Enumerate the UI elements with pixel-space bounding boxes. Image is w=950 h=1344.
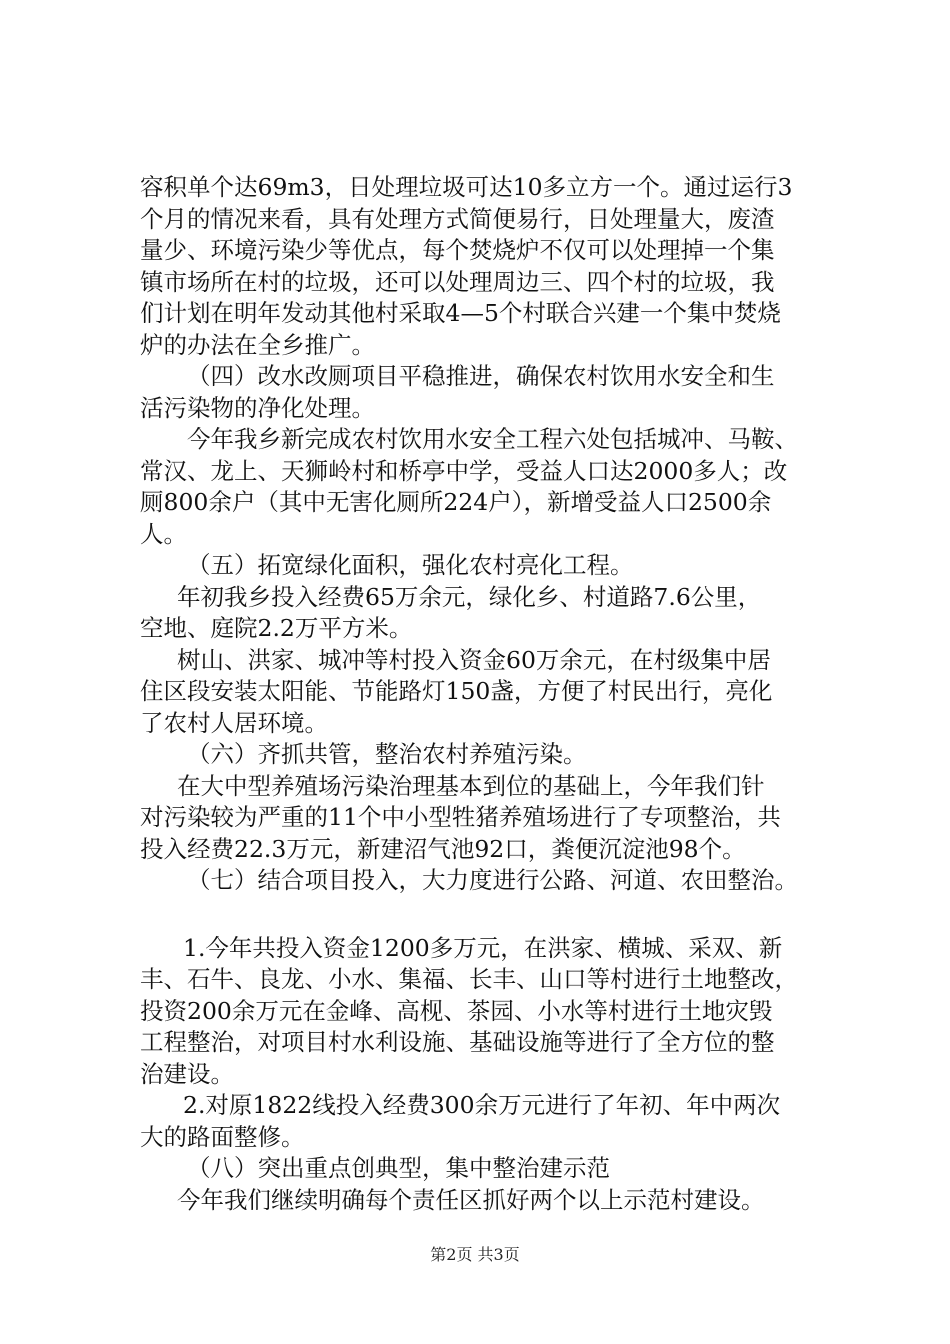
text-line: 工程整治，对项目村水利设施、基础设施等进行了全方位的整 xyxy=(140,1028,775,1056)
text-line: 容积单个达69m3，日处理垃圾可达10多立方一个。通过运行3 xyxy=(140,173,793,201)
text-line: 厕800余户（其中无害化厕所224户），新增受益人口2500余 xyxy=(140,488,772,516)
section-heading-8: （八）突出重点创典型，集中整治建示范 xyxy=(187,1154,610,1182)
text-line: 投入经费22.3万元，新建沼气池92口，粪便沉淀池98个。 xyxy=(140,834,746,863)
paragraph-start: 今年我们继续明确每个责任区抓好两个以上示范村建设。 xyxy=(177,1185,765,1214)
text-line: 了农村人居环境。 xyxy=(140,708,328,737)
section-heading-4: （四）改水改厕项目平稳推进，确保农村饮用水安全和生 xyxy=(187,362,775,390)
section-heading-6: （六）齐抓共管，整治农村养殖污染。 xyxy=(187,740,587,768)
text-line: 们计划在明年发动其他村采取4—5个村联合兴建一个集中焚烧 xyxy=(140,299,781,327)
text-line: 丰、石牛、良龙、小水、集福、长丰、山口等村进行土地整改， xyxy=(140,965,798,993)
text-line: 人。 xyxy=(140,519,187,548)
list-item-1: 1.今年共投入资金1200多万元，在洪家、横城、采双、新 xyxy=(183,933,783,962)
text-line: 活污染物的净化处理。 xyxy=(140,393,375,422)
text-line: 量少、环境污染少等优点，每个焚烧炉不仅可以处理掉一个集 xyxy=(140,236,775,264)
text-line: 炉的办法在全乡推广。 xyxy=(140,330,375,359)
text-line: 治建设。 xyxy=(140,1059,234,1088)
text-line: 镇市场所在村的垃圾，还可以处理周边三、四个村的垃圾，我 xyxy=(140,267,775,296)
text-line: 对污染较为严重的11个中小型牲猪养殖场进行了专项整治，共 xyxy=(140,803,781,831)
text-line: 个月的情况来看，具有处理方式简便易行，日处理量大，废渣 xyxy=(140,204,775,233)
paragraph-start: 今年我乡新完成农村饮用水安全工程六处包括城冲、马鞍、 xyxy=(187,425,798,453)
paragraph-start: 在大中型养殖场污染治理基本到位的基础上，今年我们针 xyxy=(177,771,765,800)
list-item-2: 2.对原1822线投入经费300余万元进行了年初、年中两次 xyxy=(183,1091,781,1119)
paragraph-start: 年初我乡投入经费65万余元，绿化乡、村道路7.6公里， xyxy=(177,582,762,611)
text-line: 空地、庭院2.2万平方米。 xyxy=(140,614,413,642)
paragraph-start: 树山、洪家、城冲等村投入资金60万余元，在村级集中居 xyxy=(177,645,771,674)
text-line: 住区段安装太阳能、节能路灯150盏，方便了村民出行，亮化 xyxy=(140,677,773,705)
text-line: 大的路面整修。 xyxy=(140,1122,305,1151)
section-heading-5: （五）拓宽绿化面积，强化农村亮化工程。 xyxy=(187,551,634,579)
page-footer: 第2页 共3页 xyxy=(430,1245,520,1264)
paragraph-gap xyxy=(140,897,850,933)
document-body xyxy=(140,172,850,1216)
text-line: 投资200余万元在金峰、高枧、茶园、小水等村进行土地灾毁 xyxy=(140,996,773,1025)
section-heading-7: （七）结合项目投入，大力度进行公路、河道、农田整治。 xyxy=(187,866,798,894)
text-line: 常汉、龙上、天狮岭村和桥亭中学，受益人口达2000多人；改 xyxy=(140,456,788,485)
